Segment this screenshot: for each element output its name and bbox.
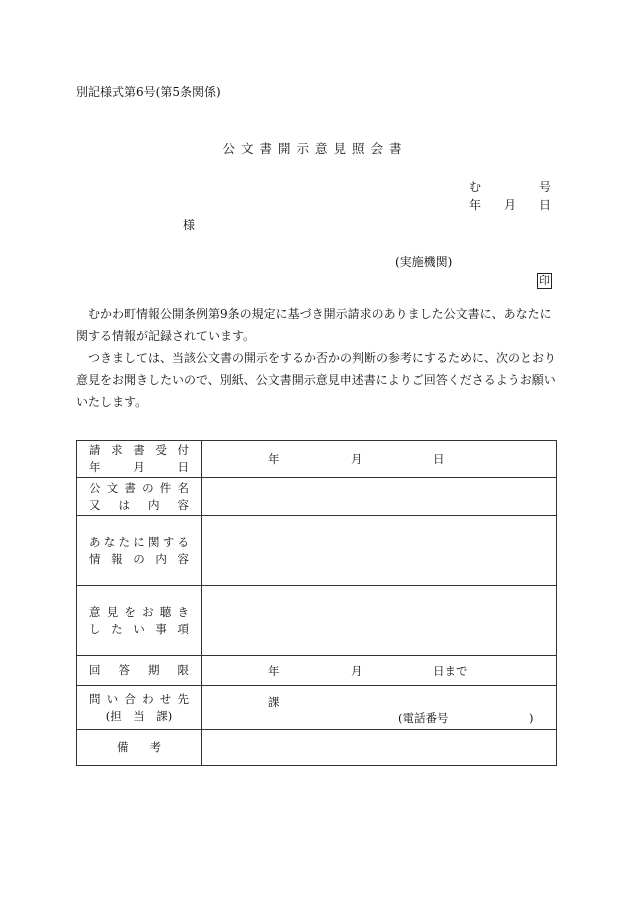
row-opinion-request xyxy=(77,586,557,656)
row-reply-deadline xyxy=(77,656,557,686)
label-reply-deadline: 回答期限 xyxy=(77,656,202,686)
remarks-field[interactable] xyxy=(202,730,557,766)
document-subject-field[interactable] xyxy=(202,478,557,516)
label-contact: 問い合わせ先 (担 当 課) xyxy=(77,686,202,730)
row-remarks xyxy=(77,730,557,766)
ref-prefix: む xyxy=(469,180,482,194)
row-receipt-date xyxy=(77,441,557,478)
form-number: 別記様式第6号(第5条関係) xyxy=(76,85,221,99)
reply-deadline-field[interactable]: 年 月 日まで xyxy=(202,656,557,686)
form-table xyxy=(76,440,557,766)
label-opinion-request: 意見をお聴き したい事項 xyxy=(77,586,202,656)
section-label: 課 xyxy=(268,695,280,709)
row-document-subject xyxy=(77,478,557,516)
row-contact xyxy=(77,686,557,730)
label-your-information: あなたに関する 情報の内容 xyxy=(77,516,202,586)
opinion-request-field[interactable] xyxy=(202,586,557,656)
phone-number-label: (電話番号 ) xyxy=(398,711,534,725)
body-paragraph-2: つきましては、当該公文書の開示をするか否かの判断の参考にするために、次のとおり意見をお聞きしたいので、別紙、公文書開示意見申述書によりご回答くださるようお願いいたします。 xyxy=(76,351,557,409)
row-your-information xyxy=(77,516,557,586)
label-receipt-date: 請求書受付 年月日 xyxy=(77,441,202,478)
body-paragraph-1: むかわ町情報公開条例第9条の規定に基づき開示請求のありました公文書に、あなたに関する情報が記録されています。 xyxy=(76,307,552,343)
date-year: 年 xyxy=(469,198,482,212)
contact-field[interactable] xyxy=(202,686,557,730)
receipt-date-field[interactable]: 年 月 日 xyxy=(202,441,557,478)
label-document-subject: 公文書の件名 又は内容 xyxy=(77,478,202,516)
ref-number-suffix: 号 xyxy=(539,180,552,194)
addressee-honorific: 様 xyxy=(183,218,196,232)
issuing-agency: (実施機関) xyxy=(395,255,453,269)
date-month: 月 xyxy=(504,198,517,212)
your-information-field[interactable] xyxy=(202,516,557,586)
date-day: 日 xyxy=(539,198,552,212)
document-title: 公文書開示意見照会書 xyxy=(222,141,408,156)
seal-mark: 印 xyxy=(539,274,550,287)
label-remarks: 備考 xyxy=(77,730,202,766)
